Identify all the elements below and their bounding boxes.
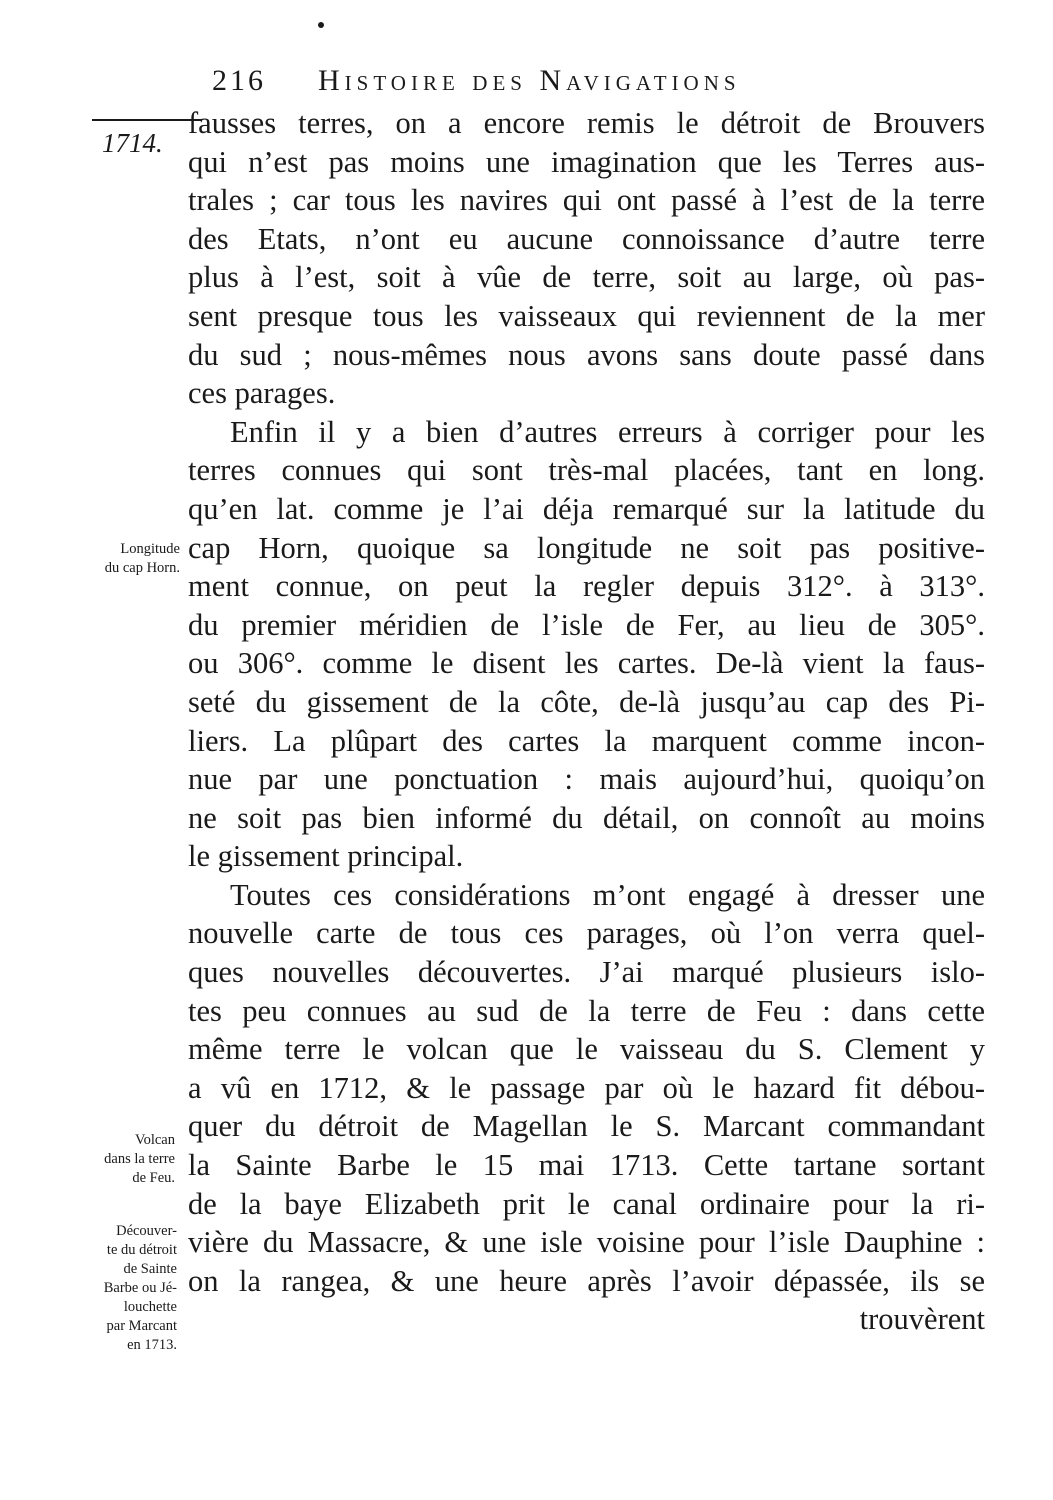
text-line: ment connue, on peut la regler depuis 312°. à 313°. (188, 569, 985, 604)
text-line: nue par une ponctuation : mais aujourd’hui, quoiqu’on (188, 762, 985, 797)
text-line: liers. La plûpart des cartes la marquent comme incon- (188, 723, 985, 758)
text-line: ces parages. (188, 376, 336, 411)
margin-year: 1714. (102, 128, 163, 158)
page-header (212, 60, 972, 106)
margin-note-line: de Feu. (132, 1170, 175, 1186)
margin-note-line: du cap Horn. (104, 560, 180, 576)
body-text (188, 104, 985, 1339)
text-line: qui n’est pas moins une imagination que les Terres aus- (188, 144, 985, 179)
text-line: des Etats, n’ont eu aucune connoissance d’autre terre (188, 221, 985, 256)
text-line: ne soit pas bien informé du détail, on connoît au moins (188, 800, 985, 835)
text-line: nouvelle carte de tous ces parages, où l’on verra quel- (188, 916, 985, 951)
margin-note-line: te du détroit (106, 1242, 177, 1258)
text-line: Toutes ces considérations m’ont engagé à dresser une (230, 877, 985, 912)
text-line: de la baye Elizabeth prit le canal ordinaire pour la ri- (188, 1186, 985, 1221)
page-number: 216 (212, 64, 266, 97)
catchword: trouvèrent (859, 1302, 985, 1337)
text-line: terres connues qui sont très-mal placées, tant en long. (188, 453, 985, 488)
margin-note-line: par Marcant (106, 1318, 177, 1334)
margin-note-line: Découver- (116, 1223, 177, 1239)
ink-dot (318, 22, 324, 28)
margin-note-line: dans la terre (104, 1151, 175, 1167)
margin-rule (92, 119, 202, 121)
text-line: cap Horn, quoique sa longitude ne soit pas positive- (188, 530, 985, 565)
text-line: la Sainte Barbe le 15 mai 1713. Cette tartane sortant (188, 1148, 985, 1183)
text-line: qu’en lat. comme je l’ai déja remarqué sur la latitude du (188, 491, 985, 526)
text-line: du premier méridien de l’isle de Fer, au lieu de 305°. (188, 607, 985, 642)
text-line: quer du détroit de Magellan le S. Marcant commandant (188, 1109, 985, 1144)
text-line: trales ; car tous les navires qui ont passé à l’est de la terre (188, 183, 985, 218)
text-line: ques nouvelles découvertes. J’ai marqué plusieurs islo- (188, 955, 985, 990)
text-line: on la rangea, & une heure après l’avoir dépassée, ils se (188, 1263, 985, 1298)
text-line: seté du gissement de la côte, de-là jusqu’au cap des Pi- (188, 684, 985, 719)
text-line: a vû en 1712, & le passage par où le hazard fit débou- (188, 1070, 985, 1105)
margin-note-volcan (60, 1131, 175, 1188)
text-line: ou 306°. comme le disent les cartes. De-là vient la faus- (188, 646, 985, 681)
margin-note-line: Volcan (134, 1132, 175, 1148)
margin-note-line: Longitude (120, 541, 180, 557)
text-line: tes peu connues au sud de la terre de Feu : dans cette (188, 993, 985, 1028)
margin-note-line: de Sainte (123, 1261, 177, 1277)
margin-note-longitude (70, 540, 180, 578)
text-line: sent presque tous les vaisseaux qui reviennent de la mer (188, 298, 985, 333)
margin-note-line: Barbe ou Jé- (103, 1280, 177, 1296)
margin-note-decouverte (50, 1222, 177, 1355)
text-line: vière du Massacre, & une isle voisine pour l’isle Dauphine : (188, 1225, 985, 1260)
text-line: Enfin il y a bien d’autres erreurs à corriger pour les (230, 414, 985, 449)
text-line: le gissement principal. (188, 839, 464, 874)
text-line: même terre le volcan que le vaisseau du S. Clement y (188, 1032, 985, 1067)
text-line: plus à l’est, soit à vûe de terre, soit au large, où pas- (188, 260, 985, 295)
text-line: du sud ; nous-mêmes nous avons sans doute passé dans (188, 337, 985, 372)
running-title: Histoire des Navigations (318, 64, 741, 97)
margin-note-line: louchette (123, 1299, 177, 1315)
margin-note-line: en 1713. (127, 1337, 177, 1353)
text-line: fausses terres, on a encore remis le détroit de Brouvers (188, 106, 985, 140)
